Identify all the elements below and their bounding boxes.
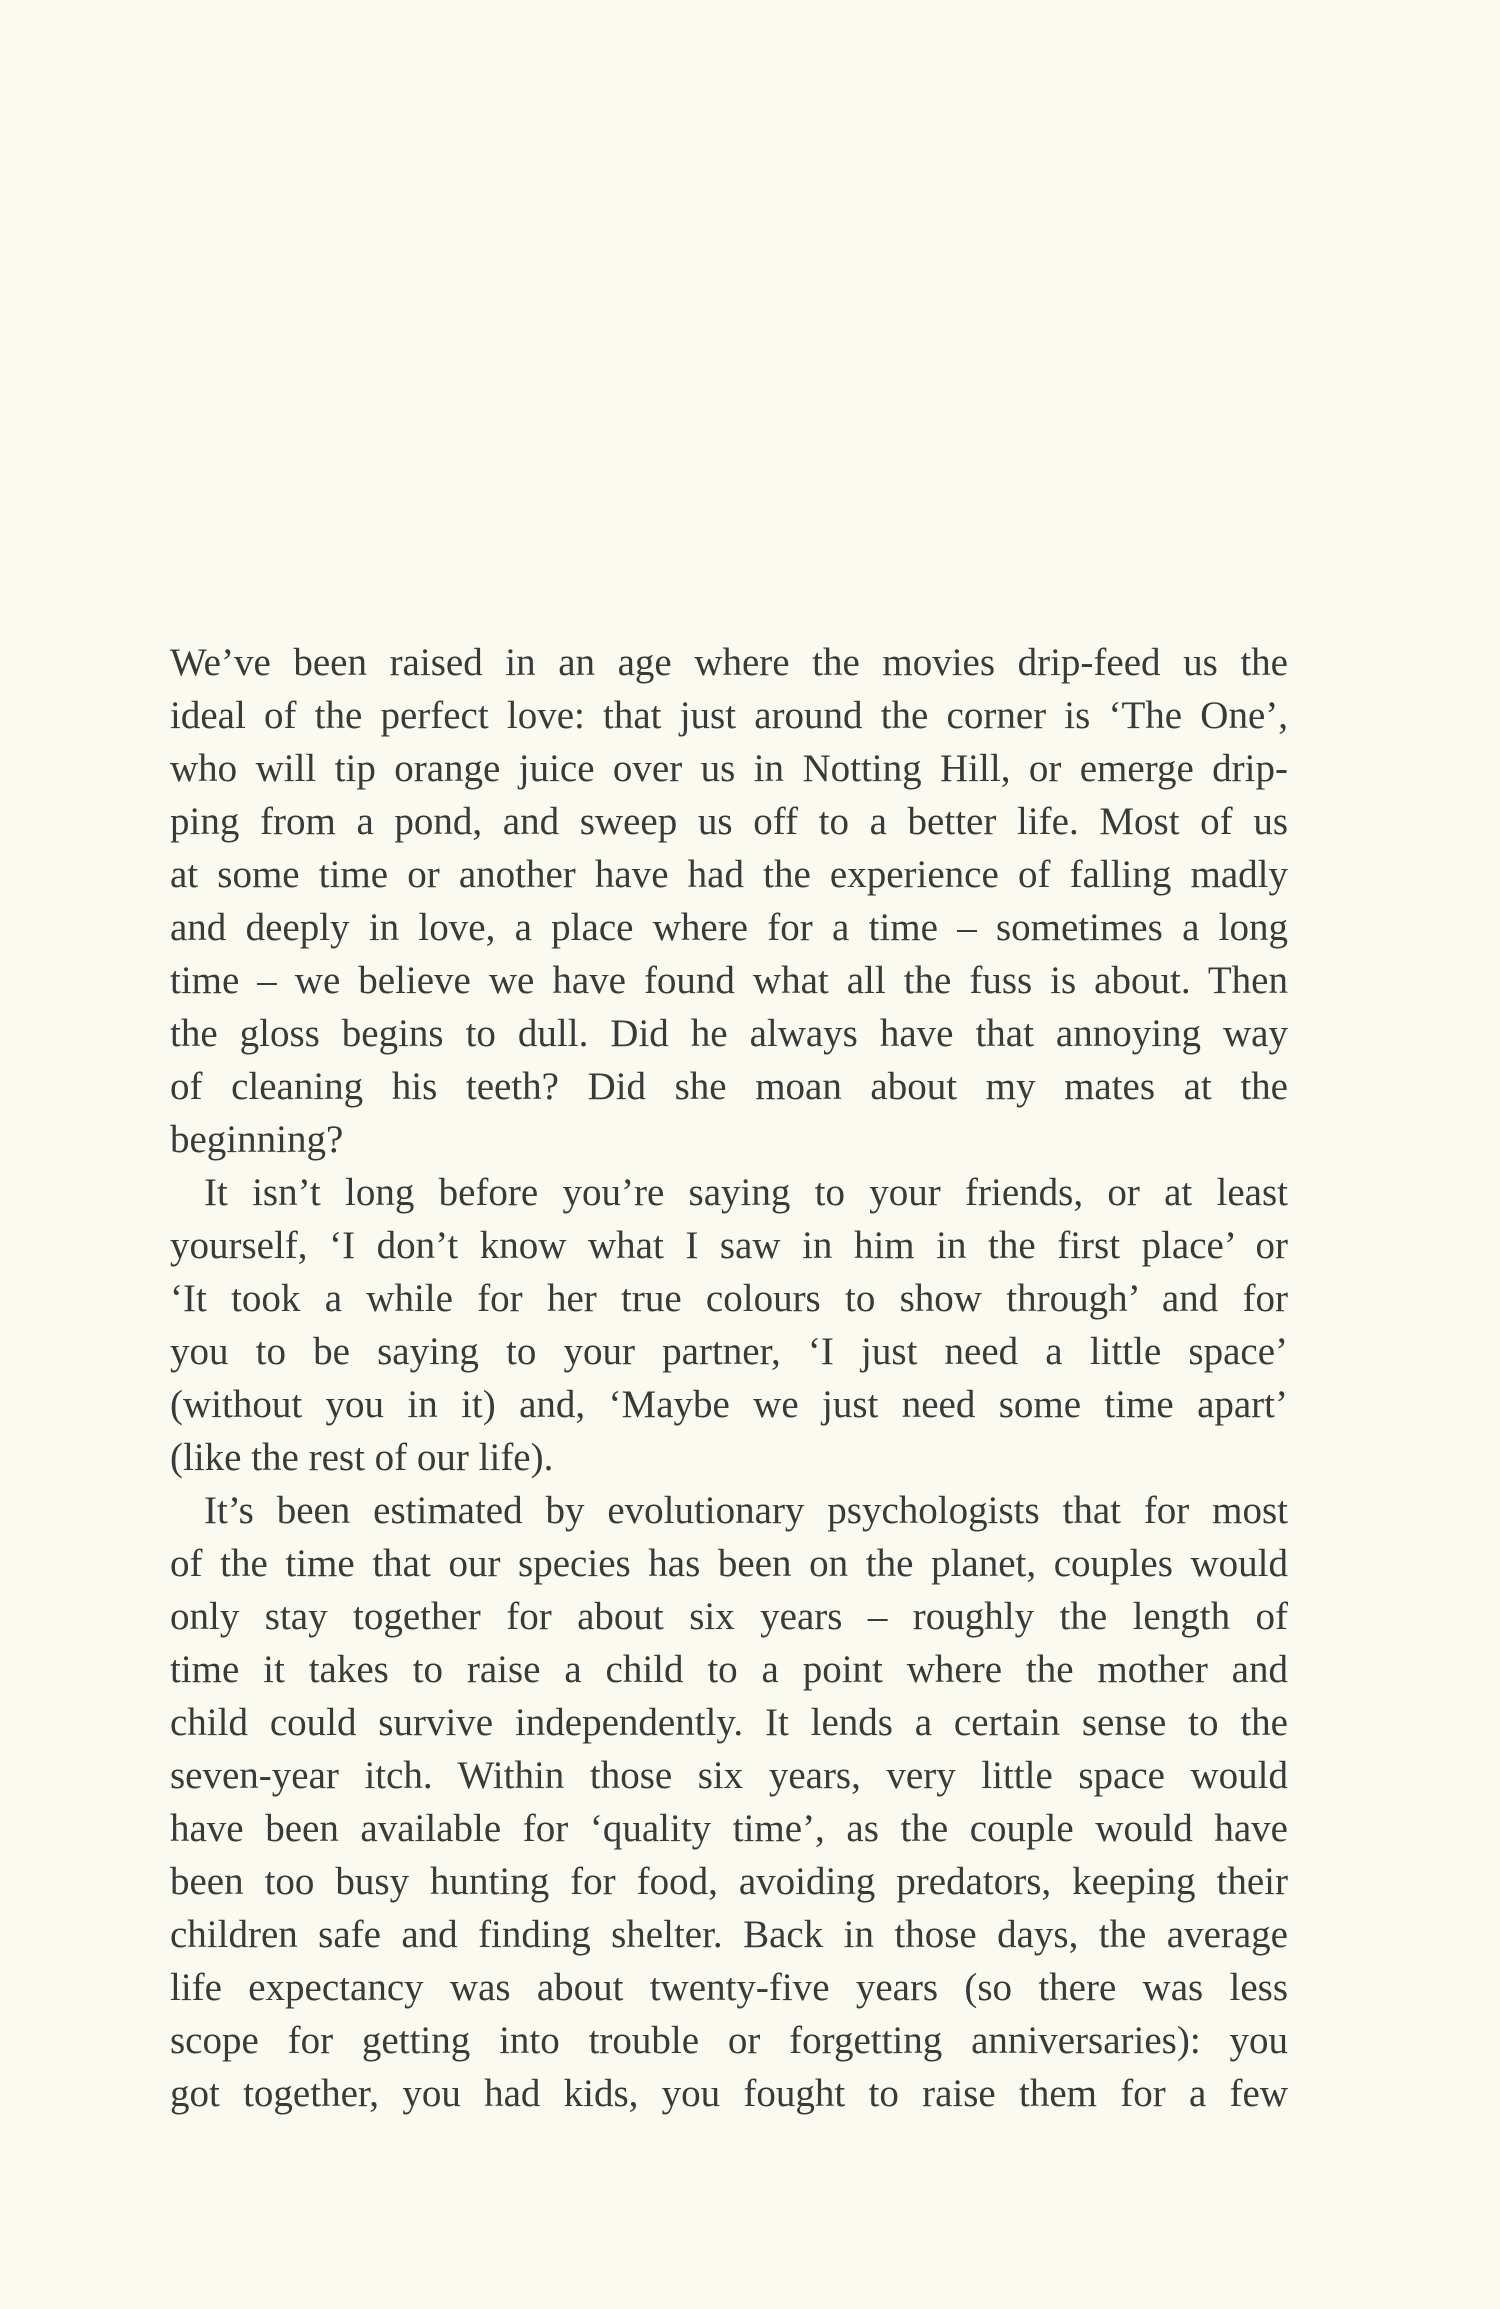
text-line: scope for getting into trouble or forgetting anniversaries): you — [170, 2019, 1288, 2062]
text-line: child could survive independently. It lends a certain sense to the — [170, 1701, 1288, 1744]
text-line: (without you in it) and, ‘Maybe we just need some time apart’ — [170, 1383, 1288, 1426]
text-line: ‘It took a while for her true colours to show through’ and for — [170, 1277, 1288, 1320]
text-line: ideal of the perfect love: that just around the corner is ‘The One’, — [170, 694, 1288, 737]
body-text — [170, 636, 1288, 2120]
text-line: and deeply in love, a place where for a time – sometimes a long — [170, 906, 1288, 949]
text-line: ping from a pond, and sweep us off to a better life. Most of us — [170, 800, 1288, 843]
text-line: at some time or another have had the experience of falling madly — [170, 853, 1288, 896]
text-line: you to be saying to your partner, ‘I just need a little space’ — [170, 1330, 1288, 1373]
text-line: of cleaning his teeth? Did she moan about my mates at the — [170, 1065, 1288, 1108]
text-line: (like the rest of our life). — [170, 1436, 554, 1479]
text-line: We’ve been raised in an age where the movies drip-feed us the — [170, 641, 1288, 684]
text-line: been too busy hunting for food, avoiding predators, keeping their — [170, 1860, 1288, 1903]
text-line: life expectancy was about twenty-five years (so there was less — [170, 1966, 1288, 2009]
text-line: It isn’t long before you’re saying to your friends, or at least — [204, 1171, 1288, 1214]
text-line: seven-year itch. Within those six years, very little space would — [170, 1754, 1288, 1797]
text-line: time it takes to raise a child to a point where the mother and — [170, 1648, 1288, 1691]
text-line: who will tip orange juice over us in Notting Hill, or emerge drip- — [170, 747, 1288, 790]
text-line: children safe and finding shelter. Back in those days, the average — [170, 1913, 1288, 1956]
text-line: yourself, ‘I don’t know what I saw in him in the first place’ or — [170, 1224, 1288, 1267]
paragraph-2 — [170, 1166, 1288, 1484]
text-line: got together, you had kids, you fought to raise them for a few — [170, 2072, 1288, 2115]
text-line: have been available for ‘quality time’, as the couple would have — [170, 1807, 1288, 1850]
paragraph-1 — [170, 636, 1288, 1166]
text-line: of the time that our species has been on the planet, couples would — [170, 1542, 1288, 1585]
text-line: time – we believe we have found what all the fuss is about. Then — [170, 959, 1288, 1002]
text-line: only stay together for about six years – roughly the length of — [170, 1595, 1288, 1638]
text-line: It’s been estimated by evolutionary psychologists that for most — [204, 1489, 1288, 1532]
text-line: the gloss begins to dull. Did he always have that annoying way — [170, 1012, 1288, 1055]
text-line: beginning? — [170, 1118, 344, 1161]
paragraph-3 — [170, 1484, 1288, 2120]
